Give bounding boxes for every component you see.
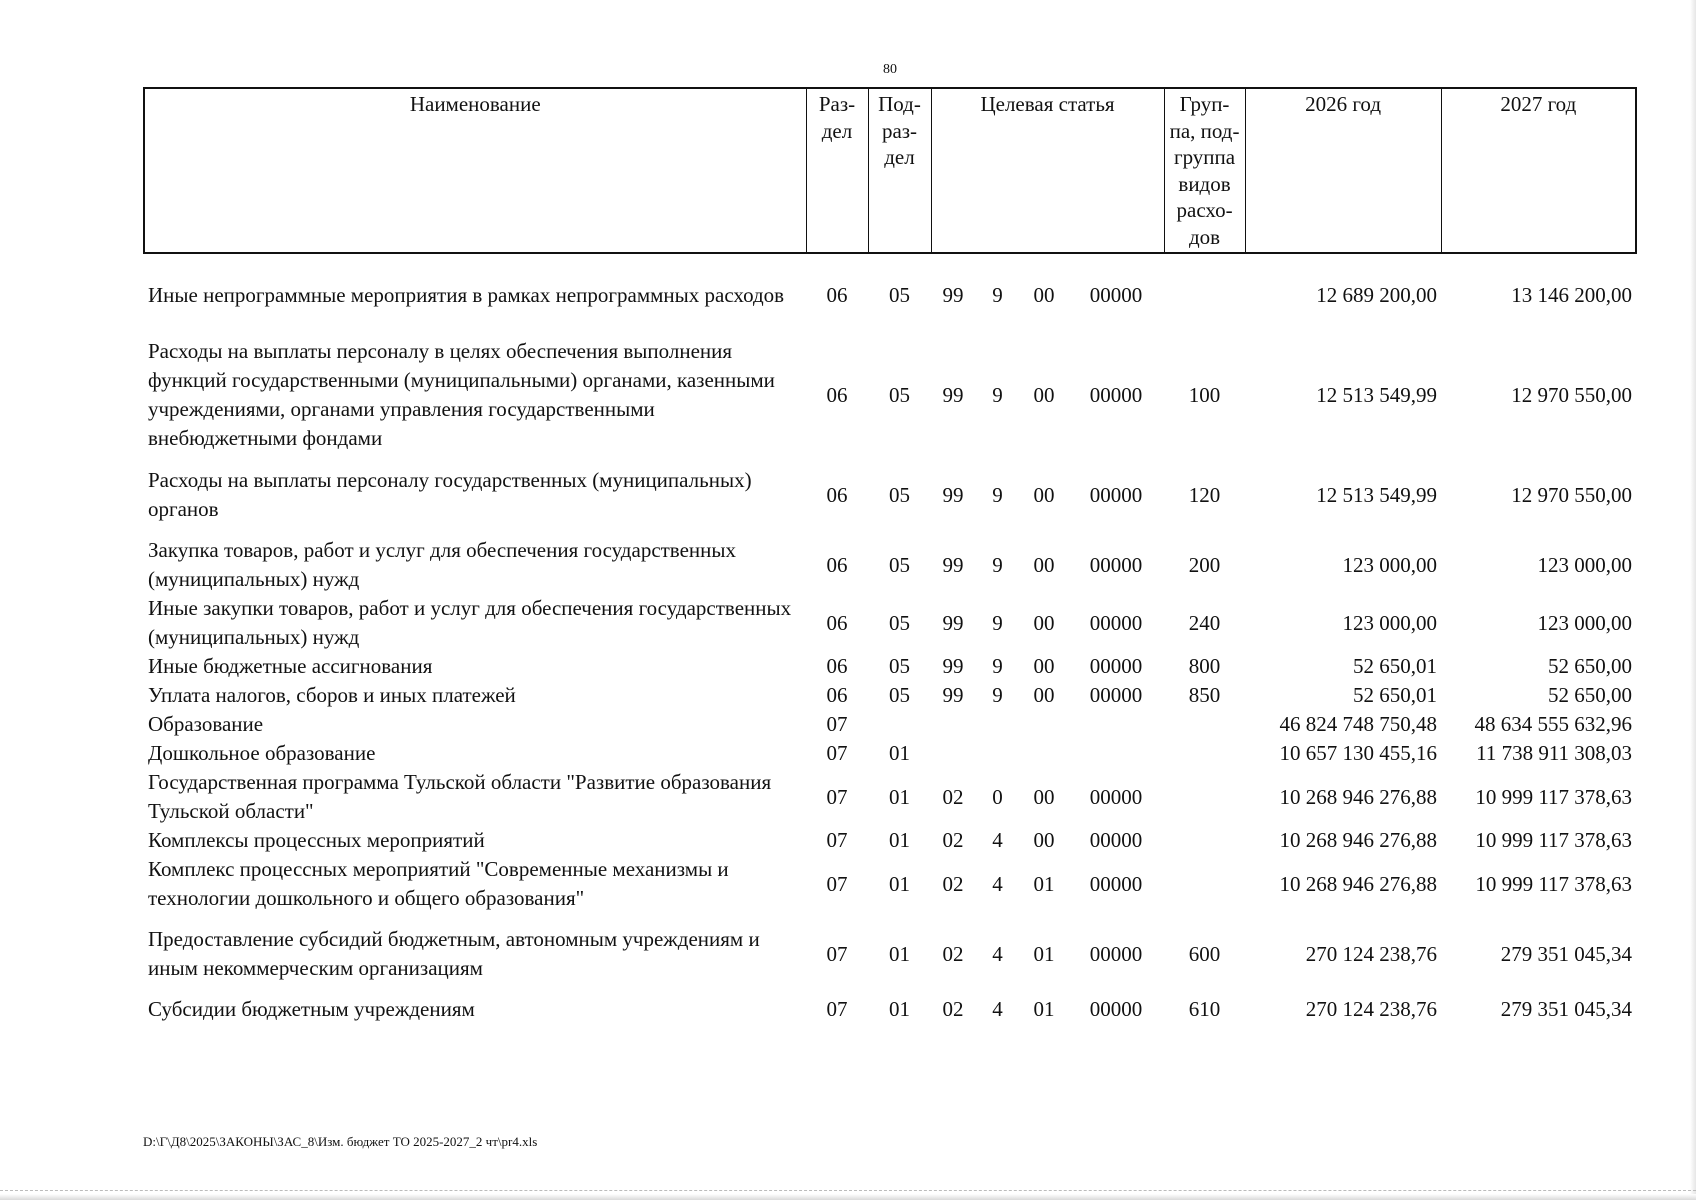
row-expense-group: 200 (1188, 552, 1221, 577)
row-expense-group (1164, 710, 1245, 739)
row-expense-group: 240 (1188, 610, 1221, 635)
row-target-subprogram (1020, 739, 1068, 768)
row-expense-group (1164, 855, 1245, 913)
row-target-program: 99 (942, 282, 964, 307)
row-target-direction (1068, 710, 1164, 739)
row-target-type: 4 (992, 871, 1003, 896)
row-amount-2026: 52 650,01 (1353, 654, 1438, 678)
row-target-direction: 00000 (1089, 997, 1143, 1021)
row-target-program: 02 (942, 784, 964, 809)
row-section: 06 (826, 482, 848, 507)
row-target-type: 9 (992, 282, 1003, 307)
row-amount-2026: 12 689 200,00 (1316, 282, 1438, 307)
row-target-direction: 00000 (1089, 828, 1143, 852)
row-amount-2026: 270 124 238,76 (1305, 997, 1438, 1021)
row-target-type: 9 (992, 683, 1003, 707)
table-body (144, 253, 1636, 1024)
row-section: 06 (826, 654, 848, 678)
row-target-direction: 00000 (1089, 382, 1143, 407)
row-name: Уплата налогов, сборов и иных платежей (148, 683, 516, 707)
row-expense-group: 100 (1188, 382, 1221, 407)
row-section: 07 (826, 997, 848, 1021)
table-row (144, 739, 1636, 768)
scan-edge-bottom (0, 1194, 1696, 1200)
row-target-type (975, 710, 1020, 739)
row-amount-2027: 10 999 117 378,63 (1475, 871, 1633, 896)
page-number: 80 (883, 62, 897, 77)
row-section: 07 (826, 741, 848, 765)
budget-table (143, 87, 1637, 1024)
row-target-program: 99 (942, 482, 964, 507)
row-amount-2027: 123 000,00 (1537, 552, 1633, 577)
row-target-program: 99 (942, 382, 964, 407)
row-amount-2026: 12 513 549,99 (1316, 482, 1438, 507)
row-target-direction: 00000 (1089, 654, 1143, 678)
row-target-direction (1068, 739, 1164, 768)
row-target-type: 4 (992, 828, 1003, 852)
row-amount-2027: 12 970 550,00 (1511, 482, 1633, 507)
row-target-subprogram: 00 (1033, 482, 1055, 507)
row-section: 07 (826, 712, 848, 736)
row-target-direction: 00000 (1089, 552, 1143, 577)
table-row (144, 536, 1636, 594)
row-expense-group (1164, 768, 1245, 826)
row-subsection: 01 (889, 941, 910, 966)
row-expense-group (1164, 739, 1245, 768)
row-section: 07 (826, 941, 848, 966)
row-target-subprogram (1020, 710, 1068, 739)
row-target-subprogram: 00 (1033, 610, 1055, 635)
row-subsection: 05 (889, 382, 910, 407)
row-section: 07 (826, 871, 848, 896)
row-target-type: 9 (992, 382, 1003, 407)
header-year-2026: 2026 год (1245, 88, 1441, 253)
table-header-row (144, 88, 1636, 253)
row-target-type (975, 739, 1020, 768)
header-name: Наименование (144, 88, 806, 253)
row-target-program: 02 (942, 941, 964, 966)
row-amount-2027: 123 000,00 (1537, 610, 1633, 635)
row-name: Государственная программа Тульской области "Развитие образования Тульской области" (148, 770, 772, 823)
row-subsection: 05 (889, 654, 910, 678)
table-row (144, 710, 1636, 739)
row-target-subprogram: 00 (1033, 382, 1055, 407)
row-section: 07 (826, 828, 848, 852)
row-subsection: 05 (889, 282, 910, 307)
scan-dash-line (0, 1190, 1696, 1191)
row-amount-2027: 48 634 555 632,96 (1474, 712, 1633, 736)
row-name: Комплекс процессных мероприятий "Современные механизмы и технологии дошкольного и общего образования" (148, 857, 729, 910)
header-year-2027: 2027 год (1441, 88, 1636, 253)
row-amount-2027: 10 999 117 378,63 (1475, 828, 1633, 852)
row-amount-2026: 10 268 946 276,88 (1279, 828, 1438, 852)
table-row (144, 768, 1636, 826)
row-amount-2026: 10 268 946 276,88 (1279, 784, 1438, 809)
row-name: Предоставление субсидий бюджетным, автономным учреждениям и иным некоммерческим организациям (148, 927, 760, 980)
row-subsection (868, 710, 931, 739)
row-target-type: 9 (992, 482, 1003, 507)
table-row (144, 454, 1636, 536)
row-target-program: 99 (942, 552, 964, 577)
row-amount-2026: 10 268 946 276,88 (1279, 871, 1438, 896)
row-target-program: 02 (942, 997, 964, 1021)
row-target-type: 9 (992, 654, 1003, 678)
table-row (144, 855, 1636, 913)
row-target-direction: 00000 (1089, 871, 1143, 896)
row-name: Дошкольное образование (148, 741, 376, 765)
row-expense-group: 850 (1188, 683, 1221, 707)
row-target-program (931, 739, 975, 768)
row-subsection: 05 (889, 552, 910, 577)
row-section: 06 (826, 683, 848, 707)
row-amount-2026: 123 000,00 (1342, 552, 1438, 577)
row-section: 07 (826, 784, 848, 809)
row-amount-2026: 270 124 238,76 (1305, 941, 1438, 966)
header-target-item: Целевая статья (931, 88, 1164, 253)
header-section: Раз- дел (806, 88, 868, 253)
row-expense-group: 600 (1188, 941, 1221, 966)
row-subsection: 05 (889, 683, 910, 707)
row-amount-2026: 46 824 748 750,48 (1279, 712, 1438, 736)
row-target-direction: 00000 (1089, 941, 1143, 966)
header-expense-group: Груп- па, под- группа видов расхо- дов (1164, 88, 1245, 253)
scan-edge (1690, 0, 1696, 1200)
row-amount-2027: 13 146 200,00 (1511, 282, 1633, 307)
table-row (144, 913, 1636, 995)
row-target-direction: 00000 (1089, 683, 1143, 707)
row-target-type: 9 (992, 552, 1003, 577)
row-target-type: 4 (992, 941, 1003, 966)
row-amount-2026: 52 650,01 (1353, 683, 1438, 707)
row-target-type: 4 (992, 997, 1003, 1021)
table-row (144, 826, 1636, 855)
table-row (144, 995, 1636, 1024)
row-amount-2027: 11 738 911 308,03 (1476, 741, 1633, 765)
row-name: Расходы на выплаты персоналу в целях обеспечения выполнения функций государственными (муниципальными) органами, казенными учреждениями, органами управления государственными внебюджетными фондами (148, 339, 775, 450)
row-target-type: 9 (992, 610, 1003, 635)
row-name: Субсидии бюджетным учреждениям (148, 997, 475, 1021)
row-subsection: 05 (889, 610, 910, 635)
row-subsection: 01 (889, 741, 910, 765)
row-name: Иные бюджетные ассигнования (148, 654, 433, 678)
row-name: Образование (148, 712, 264, 736)
row-name: Закупка товаров, работ и услуг для обеспечения государственных (муниципальных) нужд (148, 538, 737, 591)
row-target-direction: 00000 (1089, 282, 1143, 307)
row-target-program: 02 (942, 828, 964, 852)
row-subsection: 05 (889, 482, 910, 507)
row-amount-2027: 52 650,00 (1548, 683, 1633, 707)
row-amount-2026: 123 000,00 (1342, 610, 1438, 635)
row-section: 06 (826, 282, 848, 307)
row-name: Расходы на выплаты персоналу государственных (муниципальных) органов (148, 468, 752, 521)
row-section: 06 (826, 552, 848, 577)
row-target-type: 0 (992, 784, 1003, 809)
row-target-subprogram: 00 (1033, 282, 1055, 307)
row-target-program: 99 (942, 683, 964, 707)
row-target-program: 02 (942, 871, 964, 896)
row-amount-2026: 10 657 130 455,16 (1279, 741, 1438, 765)
row-name: Иные непрограммные мероприятия в рамках непрограммных расходов (148, 282, 785, 307)
header-subsection: Под- раз- дел (868, 88, 931, 253)
row-expense-group: 120 (1188, 482, 1221, 507)
row-target-direction: 00000 (1089, 784, 1143, 809)
row-target-subprogram: 00 (1033, 784, 1055, 809)
footer-file-path: D:\Г\Д8\2025\ЗАКОНЫ\ЗАС_8\Изм. бюджет ТО 2025-2027_2 чт\pr4.xls (143, 1134, 538, 1149)
table-row (144, 681, 1636, 710)
row-target-subprogram: 00 (1033, 828, 1055, 852)
row-subsection: 01 (889, 828, 910, 852)
row-target-program (931, 710, 975, 739)
row-section: 06 (826, 610, 848, 635)
row-target-program: 99 (942, 654, 964, 678)
row-amount-2027: 52 650,00 (1548, 654, 1633, 678)
row-expense-group: 800 (1188, 654, 1221, 678)
row-target-direction: 00000 (1089, 610, 1143, 635)
row-name: Иные закупки товаров, работ и услуг для обеспечения государственных (муниципальных) нужд (148, 596, 792, 649)
row-expense-group: 610 (1188, 997, 1221, 1021)
row-amount-2026: 12 513 549,99 (1316, 382, 1438, 407)
table-row (144, 594, 1636, 652)
row-amount-2027: 12 970 550,00 (1511, 382, 1633, 407)
row-target-subprogram: 00 (1033, 552, 1055, 577)
row-target-subprogram: 01 (1033, 871, 1055, 896)
row-subsection: 01 (889, 871, 910, 896)
row-target-program: 99 (942, 610, 964, 635)
row-target-subprogram: 00 (1033, 683, 1055, 707)
row-amount-2027: 279 351 045,34 (1500, 941, 1633, 966)
row-amount-2027: 10 999 117 378,63 (1475, 784, 1633, 809)
row-subsection: 01 (889, 784, 910, 809)
row-target-subprogram: 00 (1033, 654, 1055, 678)
table-row (144, 253, 1636, 336)
row-amount-2027: 279 351 045,34 (1500, 997, 1633, 1021)
row-target-subprogram: 01 (1033, 997, 1055, 1021)
row-target-subprogram: 01 (1033, 941, 1055, 966)
row-expense-group (1164, 253, 1245, 336)
table-row (144, 652, 1636, 681)
row-name: Комплексы процессных мероприятий (148, 828, 485, 852)
table-row (144, 336, 1636, 454)
row-target-direction: 00000 (1089, 482, 1143, 507)
row-subsection: 01 (889, 997, 910, 1021)
row-section: 06 (826, 382, 848, 407)
row-expense-group (1164, 826, 1245, 855)
